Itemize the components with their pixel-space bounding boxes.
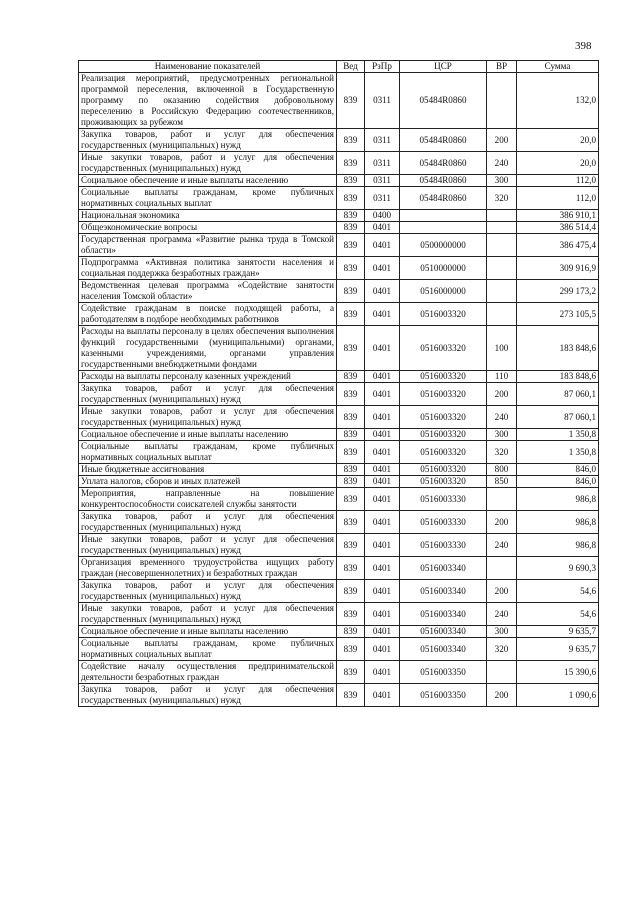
cell-rzpr: 0401 <box>365 441 400 464</box>
cell-ved: 839 <box>337 280 365 303</box>
cell-sum: 986,8 <box>517 511 599 534</box>
cell-name: Социальные выплаты гражданам, кроме публичных нормативных социальных выплат <box>79 638 337 661</box>
cell-csr: 0516003330 <box>400 511 487 534</box>
cell-sum: 986,8 <box>517 488 599 511</box>
cell-name: Содействие гражданам в поиске подходящей работы, а работодателям в подборе необходимых работников <box>79 303 337 326</box>
cell-sum: 846,0 <box>517 464 599 476</box>
cell-csr: 0516003320 <box>400 383 487 406</box>
table-row <box>79 210 599 222</box>
table-row <box>79 152 599 175</box>
cell-name: Иные закупки товаров, работ и услуг для обеспечения государственных (муниципальных) нужд <box>79 534 337 557</box>
cell-vr <box>487 488 517 511</box>
cell-ved: 839 <box>337 303 365 326</box>
cell-sum: 87 060,1 <box>517 406 599 429</box>
cell-sum: 386 475,4 <box>517 234 599 257</box>
cell-vr: 800 <box>487 464 517 476</box>
cell-csr: 0516003340 <box>400 557 487 580</box>
table-row <box>79 488 599 511</box>
table-row <box>79 626 599 638</box>
cell-vr: 850 <box>487 476 517 488</box>
cell-csr: 05484R0860 <box>400 175 487 187</box>
cell-ved: 839 <box>337 129 365 152</box>
cell-sum: 299 173,2 <box>517 280 599 303</box>
cell-sum: 87 060,1 <box>517 383 599 406</box>
cell-vr <box>487 210 517 222</box>
cell-rzpr: 0401 <box>365 511 400 534</box>
cell-sum: 20,0 <box>517 152 599 175</box>
cell-csr: 05484R0860 <box>400 187 487 210</box>
table-row <box>79 429 599 441</box>
cell-vr: 110 <box>487 371 517 383</box>
cell-sum: 183 848,6 <box>517 371 599 383</box>
cell-csr: 0516003340 <box>400 626 487 638</box>
cell-ved: 839 <box>337 73 365 129</box>
cell-name: Социальное обеспечение и иные выплаты населению <box>79 175 337 187</box>
cell-name: Государственная программа «Развитие рынка труда в Томской области» <box>79 234 337 257</box>
cell-csr: 0516003320 <box>400 303 487 326</box>
cell-sum: 9 635,7 <box>517 626 599 638</box>
cell-vr: 320 <box>487 187 517 210</box>
table-row <box>79 383 599 406</box>
cell-rzpr: 0401 <box>365 371 400 383</box>
cell-sum: 54,6 <box>517 603 599 626</box>
table-row <box>79 303 599 326</box>
table-row <box>79 534 599 557</box>
cell-name: Мероприятия, направленные на повышение конкурентоспособности соискателей службы занятости <box>79 488 337 511</box>
cell-name: Иные бюджетные ассигнования <box>79 464 337 476</box>
cell-csr: 0516003330 <box>400 488 487 511</box>
table-row <box>79 638 599 661</box>
cell-vr: 240 <box>487 406 517 429</box>
table-row <box>79 557 599 580</box>
table-header <box>79 61 599 73</box>
cell-name: Социальное обеспечение и иные выплаты населению <box>79 429 337 441</box>
cell-rzpr: 0401 <box>365 280 400 303</box>
cell-name: Подпрограмма «Активная политика занятости населения и социальная поддержка безработных граждан» <box>79 257 337 280</box>
cell-name: Закупка товаров, работ и услуг для обеспечения государственных (муниципальных) нужд <box>79 383 337 406</box>
cell-csr: 0516003330 <box>400 534 487 557</box>
cell-ved: 839 <box>337 257 365 280</box>
cell-rzpr: 0401 <box>365 488 400 511</box>
cell-vr: 240 <box>487 603 517 626</box>
cell-vr: 100 <box>487 326 517 371</box>
cell-sum: 386 514,4 <box>517 222 599 234</box>
cell-vr: 320 <box>487 638 517 661</box>
cell-ved: 839 <box>337 406 365 429</box>
table-row <box>79 661 599 684</box>
cell-vr: 300 <box>487 626 517 638</box>
cell-rzpr: 0401 <box>365 684 400 707</box>
cell-name: Иные закупки товаров, работ и услуг для обеспечения государственных (муниципальных) нужд <box>79 406 337 429</box>
cell-name: Закупка товаров, работ и услуг для обеспечения государственных (муниципальных) нужд <box>79 511 337 534</box>
table-row <box>79 464 599 476</box>
cell-csr: 0516003320 <box>400 326 487 371</box>
cell-rzpr: 0401 <box>365 638 400 661</box>
cell-name: Закупка товаров, работ и услуг для обеспечения государственных (муниципальных) нужд <box>79 580 337 603</box>
cell-name: Уплата налогов, сборов и иных платежей <box>79 476 337 488</box>
cell-ved: 839 <box>337 383 365 406</box>
cell-name: Расходы на выплаты персоналу в целях обеспечения выполнения функций государственными (муниципальными) органами, казенными учреждениями, органами управления государственными внебюджетными фондами <box>79 326 337 371</box>
cell-ved: 839 <box>337 580 365 603</box>
table-row <box>79 234 599 257</box>
cell-sum: 54,6 <box>517 580 599 603</box>
cell-ved: 839 <box>337 187 365 210</box>
cell-csr: 0516003320 <box>400 371 487 383</box>
cell-ved: 839 <box>337 684 365 707</box>
cell-sum: 273 105,5 <box>517 303 599 326</box>
cell-sum: 9 635,7 <box>517 638 599 661</box>
table-row <box>79 511 599 534</box>
table-row <box>79 326 599 371</box>
cell-rzpr: 0401 <box>365 326 400 371</box>
cell-csr: 0516003320 <box>400 406 487 429</box>
cell-vr: 200 <box>487 580 517 603</box>
cell-rzpr: 0401 <box>365 429 400 441</box>
cell-csr <box>400 222 487 234</box>
cell-vr <box>487 661 517 684</box>
cell-ved: 839 <box>337 511 365 534</box>
cell-ved: 839 <box>337 661 365 684</box>
cell-rzpr: 0311 <box>365 175 400 187</box>
cell-vr <box>487 303 517 326</box>
cell-rzpr: 0401 <box>365 257 400 280</box>
cell-name: Национальная экономика <box>79 210 337 222</box>
cell-csr: 0510000000 <box>400 257 487 280</box>
header-ved: Вед <box>337 61 365 73</box>
header-rzpr: РзПр <box>365 61 400 73</box>
cell-sum: 183 848,6 <box>517 326 599 371</box>
cell-ved: 839 <box>337 626 365 638</box>
cell-ved: 839 <box>337 464 365 476</box>
cell-csr: 05484R0860 <box>400 73 487 129</box>
cell-sum: 112,0 <box>517 187 599 210</box>
cell-rzpr: 0401 <box>365 222 400 234</box>
cell-sum: 386 910,1 <box>517 210 599 222</box>
table-row <box>79 603 599 626</box>
table-row <box>79 222 599 234</box>
cell-ved: 839 <box>337 488 365 511</box>
cell-csr: 0500000000 <box>400 234 487 257</box>
cell-rzpr: 0401 <box>365 661 400 684</box>
cell-csr: 0516003340 <box>400 603 487 626</box>
cell-ved: 839 <box>337 326 365 371</box>
cell-ved: 839 <box>337 534 365 557</box>
cell-name: Закупка товаров, работ и услуг для обеспечения государственных (муниципальных) нужд <box>79 129 337 152</box>
cell-csr: 05484R0860 <box>400 129 487 152</box>
cell-vr <box>487 280 517 303</box>
cell-vr: 200 <box>487 129 517 152</box>
cell-vr <box>487 257 517 280</box>
cell-csr: 0516003340 <box>400 580 487 603</box>
header-vr: ВР <box>487 61 517 73</box>
cell-csr: 05484R0860 <box>400 152 487 175</box>
cell-sum: 309 916,9 <box>517 257 599 280</box>
cell-ved: 839 <box>337 222 365 234</box>
cell-vr: 320 <box>487 441 517 464</box>
page-number: 398 <box>575 40 592 52</box>
cell-sum: 1 350,8 <box>517 441 599 464</box>
cell-rzpr: 0401 <box>365 557 400 580</box>
cell-name: Иные закупки товаров, работ и услуг для обеспечения государственных (муниципальных) нужд <box>79 603 337 626</box>
header-row <box>79 61 599 73</box>
table-row <box>79 280 599 303</box>
table-row <box>79 187 599 210</box>
cell-name: Социальное обеспечение и иные выплаты населению <box>79 626 337 638</box>
cell-csr: 0516003350 <box>400 684 487 707</box>
cell-ved: 839 <box>337 429 365 441</box>
cell-ved: 839 <box>337 152 365 175</box>
cell-rzpr: 0311 <box>365 129 400 152</box>
cell-sum: 1 090,6 <box>517 684 599 707</box>
cell-rzpr: 0311 <box>365 187 400 210</box>
cell-vr <box>487 557 517 580</box>
table-row <box>79 175 599 187</box>
table-row <box>79 684 599 707</box>
cell-name: Ведомственная целевая программа «Содействие занятости населения Томской области» <box>79 280 337 303</box>
table-row <box>79 406 599 429</box>
table-row <box>79 73 599 129</box>
cell-ved: 839 <box>337 603 365 626</box>
cell-ved: 839 <box>337 441 365 464</box>
cell-rzpr: 0401 <box>365 534 400 557</box>
cell-csr: 0516003320 <box>400 441 487 464</box>
cell-rzpr: 0400 <box>365 210 400 222</box>
cell-vr <box>487 234 517 257</box>
cell-rzpr: 0401 <box>365 580 400 603</box>
table-row <box>79 476 599 488</box>
cell-name: Социальные выплаты гражданам, кроме публичных нормативных социальных выплат <box>79 187 337 210</box>
cell-vr: 300 <box>487 175 517 187</box>
cell-ved: 839 <box>337 476 365 488</box>
cell-name: Организация временного трудоустройства ищущих работу граждан (несовершеннолетних) и безработных граждан <box>79 557 337 580</box>
cell-name: Закупка товаров, работ и услуг для обеспечения государственных (муниципальных) нужд <box>79 684 337 707</box>
cell-sum: 132,0 <box>517 73 599 129</box>
cell-ved: 839 <box>337 638 365 661</box>
cell-rzpr: 0401 <box>365 464 400 476</box>
table-row <box>79 257 599 280</box>
table-body <box>79 73 599 707</box>
cell-vr: 240 <box>487 534 517 557</box>
header-csr: ЦСР <box>400 61 487 73</box>
cell-rzpr: 0311 <box>365 152 400 175</box>
cell-rzpr: 0401 <box>365 476 400 488</box>
cell-rzpr: 0401 <box>365 603 400 626</box>
cell-ved: 839 <box>337 210 365 222</box>
cell-rzpr: 0401 <box>365 234 400 257</box>
cell-ved: 839 <box>337 557 365 580</box>
cell-csr: 0516003320 <box>400 464 487 476</box>
header-name: Наименование показателей <box>79 61 337 73</box>
cell-csr: 0516003350 <box>400 661 487 684</box>
cell-vr: 300 <box>487 429 517 441</box>
cell-rzpr: 0311 <box>365 73 400 129</box>
cell-sum: 112,0 <box>517 175 599 187</box>
cell-sum: 20,0 <box>517 129 599 152</box>
cell-vr: 240 <box>487 152 517 175</box>
cell-name: Реализация мероприятий, предусмотренных региональной программой переселения, включенной в Государственную программу по оказанию содействия добровольному переселению в Российскую Федерацию соотечественников, проживающих за рубежом <box>79 73 337 129</box>
cell-csr: 0516000000 <box>400 280 487 303</box>
table-row <box>79 129 599 152</box>
cell-sum: 1 350,8 <box>517 429 599 441</box>
cell-vr <box>487 73 517 129</box>
table-row <box>79 441 599 464</box>
cell-rzpr: 0401 <box>365 406 400 429</box>
cell-rzpr: 0401 <box>365 383 400 406</box>
table-row <box>79 580 599 603</box>
header-sum: Сумма <box>517 61 599 73</box>
cell-ved: 839 <box>337 371 365 383</box>
cell-name: Социальные выплаты гражданам, кроме публичных нормативных социальных выплат <box>79 441 337 464</box>
cell-ved: 839 <box>337 175 365 187</box>
cell-vr <box>487 222 517 234</box>
cell-csr: 0516003340 <box>400 638 487 661</box>
cell-name: Расходы на выплаты персоналу казенных учреждений <box>79 371 337 383</box>
cell-sum: 846,0 <box>517 476 599 488</box>
cell-csr <box>400 210 487 222</box>
cell-csr: 0516003320 <box>400 476 487 488</box>
table-row <box>79 371 599 383</box>
cell-name: Общеэкономические вопросы <box>79 222 337 234</box>
cell-csr: 0516003320 <box>400 429 487 441</box>
budget-table <box>78 60 599 707</box>
cell-vr: 200 <box>487 511 517 534</box>
cell-ved: 839 <box>337 234 365 257</box>
cell-sum: 9 690,3 <box>517 557 599 580</box>
cell-sum: 986,8 <box>517 534 599 557</box>
cell-name: Содействие началу осуществления предпринимательской деятельности безработных граждан <box>79 661 337 684</box>
cell-vr: 200 <box>487 383 517 406</box>
cell-sum: 15 390,6 <box>517 661 599 684</box>
cell-vr: 200 <box>487 684 517 707</box>
cell-rzpr: 0401 <box>365 303 400 326</box>
cell-rzpr: 0401 <box>365 626 400 638</box>
cell-name: Иные закупки товаров, работ и услуг для обеспечения государственных (муниципальных) нужд <box>79 152 337 175</box>
